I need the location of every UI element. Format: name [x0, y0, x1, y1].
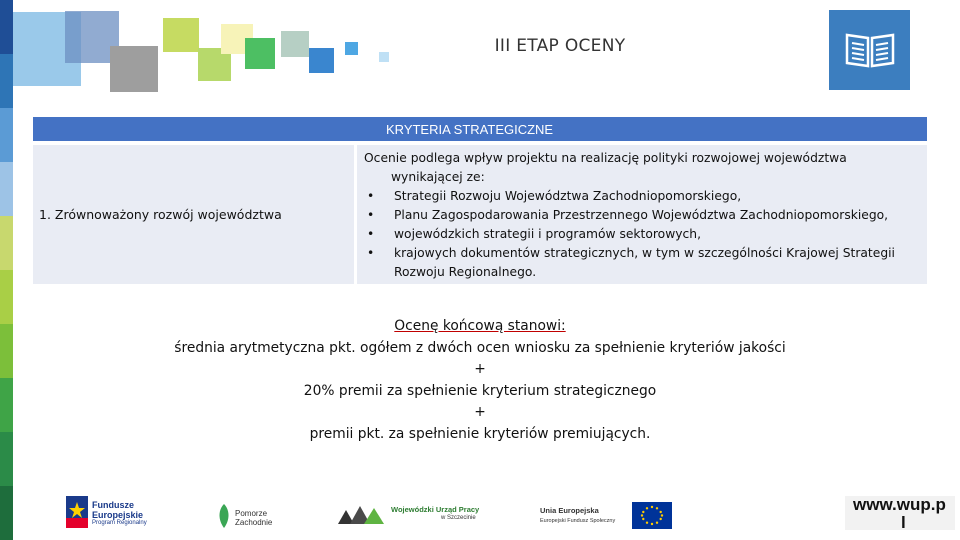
- criteria-intro-line2: wynikającej ze:: [391, 170, 485, 184]
- pomorze-line1: Pomorze: [235, 509, 268, 518]
- bullet: •: [367, 227, 375, 241]
- summary-line: średnia arytmetyczna pkt. ogółem z dwóch ocen wniosku za spełnienie kryteriów jakości: [174, 339, 786, 356]
- summary-heading-text: Ocenę końcową stanowi:: [394, 318, 566, 334]
- website-line2: l: [901, 513, 906, 532]
- criteria-name-cell: [33, 145, 354, 284]
- deco-square: [309, 48, 334, 73]
- wup-line2: w Szczecinie: [441, 515, 476, 521]
- criteria-name: 1. Zrównoważony rozwój województwa: [39, 207, 282, 222]
- deco-square: [245, 38, 275, 69]
- criteria-header-label: KRYTERIA STRATEGICZNE: [386, 121, 554, 137]
- fe-star-icon: [66, 496, 88, 528]
- summary-line: premii pkt. za spełnienie kryteriów premiujących.: [309, 425, 651, 442]
- eu-flag-icon: [632, 502, 672, 529]
- fe-line1: Fundusze: [92, 500, 134, 510]
- ue-line2: Europejski Fundusz Społeczny: [540, 518, 616, 524]
- deco-square: [379, 52, 389, 62]
- ue-line1: Unia Europejska: [540, 506, 599, 515]
- criteria-header: [33, 117, 927, 141]
- deco-square: [110, 46, 158, 92]
- list-item: [364, 244, 924, 282]
- bullet: •: [367, 246, 375, 260]
- list-item-text: Planu Zagospodarowania Przestrzennego Województwa Zachodniopomorskiego,: [394, 208, 889, 222]
- page-title: III ETAP OCENY: [494, 36, 626, 56]
- book-tile: [829, 10, 910, 90]
- list-item-text: krajowych dokumentów strategicznych, w tym w szczególności Krajowej Strategii Rozwoju Regionalnego.: [394, 246, 895, 279]
- final-score-summary: [100, 316, 860, 445]
- leaf-icon: [216, 502, 232, 530]
- list-item: [364, 225, 924, 244]
- summary-line: 20% premii za spełnienie kryterium strategicznego: [303, 382, 657, 399]
- bullet: •: [367, 189, 375, 203]
- criteria-intro: [364, 149, 924, 187]
- summary-heading: [100, 316, 860, 338]
- website-line1: www.wup.p: [853, 495, 946, 514]
- pomorze-line2: Zachodnie: [235, 518, 273, 527]
- fe-line3: Program Regionalny: [92, 520, 147, 526]
- criteria-intro-line1: Ocenie podlega wpływ projektu na realizację polityki rozwojowej województwa: [364, 151, 847, 165]
- deco-square: [345, 42, 358, 55]
- left-color-strip: [0, 0, 13, 540]
- criteria-description-cell: [357, 145, 927, 284]
- deco-square: [163, 18, 199, 52]
- summary-plus: +: [474, 404, 486, 420]
- bullet: •: [367, 208, 375, 222]
- book-icon: [844, 31, 896, 69]
- deco-square: [281, 31, 309, 57]
- pomorze-zachodnie-logo: [216, 500, 286, 532]
- summary-plus: +: [474, 361, 486, 377]
- criteria-list: [364, 187, 924, 282]
- wup-emblem-icon: [336, 502, 386, 528]
- list-item-text: wojewódzkich strategii i programów sektorowych,: [394, 227, 702, 241]
- fe-line2: Europejskie: [92, 510, 144, 520]
- wup-line1: Wojewódzki Urząd Pracy: [391, 505, 480, 514]
- fundusze-europejskie-logo: [66, 496, 166, 532]
- list-item: [364, 187, 924, 206]
- unia-europejska-logo: [540, 502, 674, 532]
- website-url[interactable]: [845, 496, 955, 530]
- list-item-text: Strategii Rozwoju Województwa Zachodniopomorskiego,: [394, 189, 742, 203]
- list-item: [364, 206, 924, 225]
- wup-logo: [336, 500, 486, 530]
